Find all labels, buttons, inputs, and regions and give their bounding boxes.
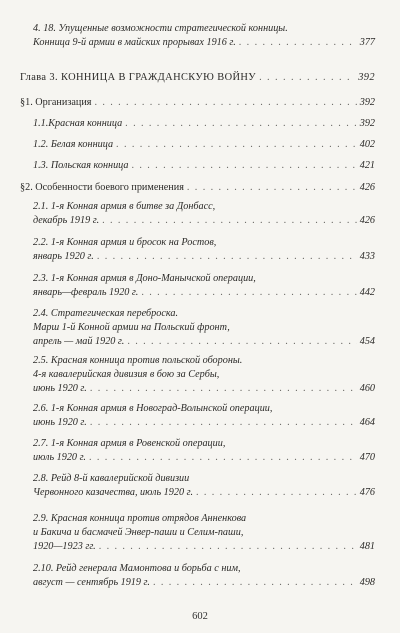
toc-entry xyxy=(33,159,375,173)
toc-page-number: 433 xyxy=(359,250,375,262)
toc-page-number: 426 xyxy=(359,214,375,226)
dot-leader xyxy=(141,286,356,300)
toc-entry-line: 2.8. Рейд 8-й кавалерийской дивизии xyxy=(33,473,190,484)
toc-entry-line: 2.4. Стратегическая переброска. xyxy=(33,308,178,319)
toc-entry-lastline xyxy=(33,214,375,228)
toc-entry-line: Червонного казачества, июль 1920 г. xyxy=(33,486,193,498)
toc-entry xyxy=(33,200,375,228)
dot-leader xyxy=(153,576,357,590)
dot-leader xyxy=(239,36,357,50)
dot-leader xyxy=(94,96,356,110)
dot-leader xyxy=(187,181,357,195)
toc-entry-line: 2.3. 1-я Конная армия в Доно-Манычской операции, xyxy=(33,273,256,284)
toc-entry-line: Марш 1-й Конной армии на Польский фронт, xyxy=(33,321,230,333)
toc-entry-lastline xyxy=(33,540,375,554)
toc-entry-lastline xyxy=(33,486,375,500)
toc-entry-line: Конница 9-й армии в майских прорывах 1916 г. xyxy=(33,36,236,48)
toc-entry-line: 2.10. Рейд генерала Мамонтова и борьба с ним, xyxy=(33,563,241,574)
toc-page-number: 442 xyxy=(359,286,375,298)
toc-page-number: 481 xyxy=(359,540,375,552)
toc-page-number: 476 xyxy=(359,486,375,498)
toc-entry-line: 2.6. 1-я Конная армия в Новоград-Волынской операции, xyxy=(33,403,273,414)
toc-entry-line: 1920—1923 гг. xyxy=(33,540,96,552)
toc-page-number: 392 xyxy=(358,72,375,83)
toc-entry-line: 2.1. 1-я Конная армия в битве за Донбасс, xyxy=(33,201,216,212)
toc-page-number: 402 xyxy=(359,139,375,150)
toc-entry-lastline xyxy=(20,96,375,110)
dot-leader xyxy=(259,71,355,85)
toc-section xyxy=(20,96,375,110)
toc-entry-line: и Бакича и басмачей Энвер-паши и Селим-паши, xyxy=(33,526,244,538)
toc-entry xyxy=(33,472,375,500)
toc-page-number: 464 xyxy=(359,416,375,428)
toc-entry-line: апрель — май 1920 г. xyxy=(33,335,125,347)
dot-leader xyxy=(90,416,357,430)
toc-entry-lastline xyxy=(33,159,375,173)
dot-leader xyxy=(127,335,356,349)
dot-leader xyxy=(132,159,357,173)
toc-entry-line: 1.3. Польская конница xyxy=(33,160,129,171)
toc-section-title: §1. Организация xyxy=(20,97,92,108)
toc-entry-line: 2.7. 1-я Конная армия в Ровенской операции, xyxy=(33,438,226,449)
toc-entry-line: 2.9. Красная конница против отрядов Анненкова xyxy=(33,513,247,524)
toc-entry-line: июнь 1920 г. xyxy=(33,382,87,394)
toc-entry-line: 1.2. Белая конница xyxy=(33,139,114,150)
toc-entry xyxy=(33,22,375,50)
toc-entry-lastline xyxy=(33,36,375,50)
toc-page-number: 454 xyxy=(359,335,375,347)
toc-entry-lastline xyxy=(20,181,375,195)
toc-entry xyxy=(33,437,375,465)
toc-entry xyxy=(33,354,375,395)
toc-page-number: 460 xyxy=(359,382,375,394)
dot-leader xyxy=(89,451,357,465)
toc-entry-lastline xyxy=(33,250,375,264)
toc-entry-line: август — сентябрь 1919 г. xyxy=(33,576,150,588)
toc-entry xyxy=(33,562,375,590)
toc-section-title: §2. Особенности боевого применения xyxy=(20,182,184,193)
page-number-footer: 602 xyxy=(192,611,208,622)
toc-entry xyxy=(33,117,375,131)
toc-entry-line: 1.1.Красная конница xyxy=(33,118,123,129)
dot-leader xyxy=(90,382,357,396)
toc-entry-line: январь 1920 г. xyxy=(33,250,94,262)
toc-entry xyxy=(33,402,375,430)
toc-entry-line: 4. 18. Упущенные возможности стратегической конницы. xyxy=(33,23,288,34)
toc-page-number: 498 xyxy=(359,576,375,588)
toc-page-number: 377 xyxy=(359,36,375,48)
toc-entry-lastline xyxy=(33,117,375,131)
toc-entry-line: 4-я кавалерийская дивизия в бою за Сербы, xyxy=(33,368,220,380)
toc-page-number: 470 xyxy=(359,451,375,463)
dot-leader xyxy=(97,250,357,264)
toc-page-number: 392 xyxy=(359,97,375,108)
toc-entry-line: январь—февраль 1920 г. xyxy=(33,286,139,298)
toc-page-number: 421 xyxy=(359,160,375,171)
toc-entry-lastline xyxy=(20,71,375,85)
dot-leader xyxy=(196,486,357,500)
dot-leader xyxy=(99,540,357,554)
toc-entry-lastline xyxy=(33,335,375,349)
toc-entry-line: июль 1920 г. xyxy=(33,451,86,463)
toc-entry-line: 2.2. 1-я Конная армия и бросок на Ростов, xyxy=(33,237,217,248)
toc-chapter-title: Глава 3. КОННИЦА В ГРАЖДАНСКУЮ ВОЙНУ xyxy=(20,72,257,83)
toc-chapter xyxy=(20,71,375,85)
toc-entry-lastline xyxy=(33,416,375,430)
toc-entry-lastline xyxy=(33,138,375,152)
toc-entry-lastline xyxy=(33,451,375,465)
toc-entry-lastline xyxy=(33,382,375,396)
dot-leader xyxy=(102,214,357,228)
toc-entry-line: 2.5. Красная конница против польской обороны. xyxy=(33,355,243,366)
toc-entry-lastline xyxy=(33,286,375,300)
toc-page-number: 426 xyxy=(359,182,375,193)
toc-entry-line: июнь 1920 г. xyxy=(33,416,87,428)
toc-section xyxy=(20,181,375,195)
toc-entry xyxy=(33,236,375,264)
toc-page-number: 392 xyxy=(359,118,375,129)
toc-entry xyxy=(33,512,375,553)
toc-entry-line: декабрь 1919 г. xyxy=(33,214,100,226)
dot-leader xyxy=(116,138,357,152)
dot-leader xyxy=(125,117,357,131)
toc-entry xyxy=(33,138,375,152)
toc-entry xyxy=(33,307,375,348)
toc-entry xyxy=(33,272,375,300)
toc-entry-lastline xyxy=(33,576,375,590)
